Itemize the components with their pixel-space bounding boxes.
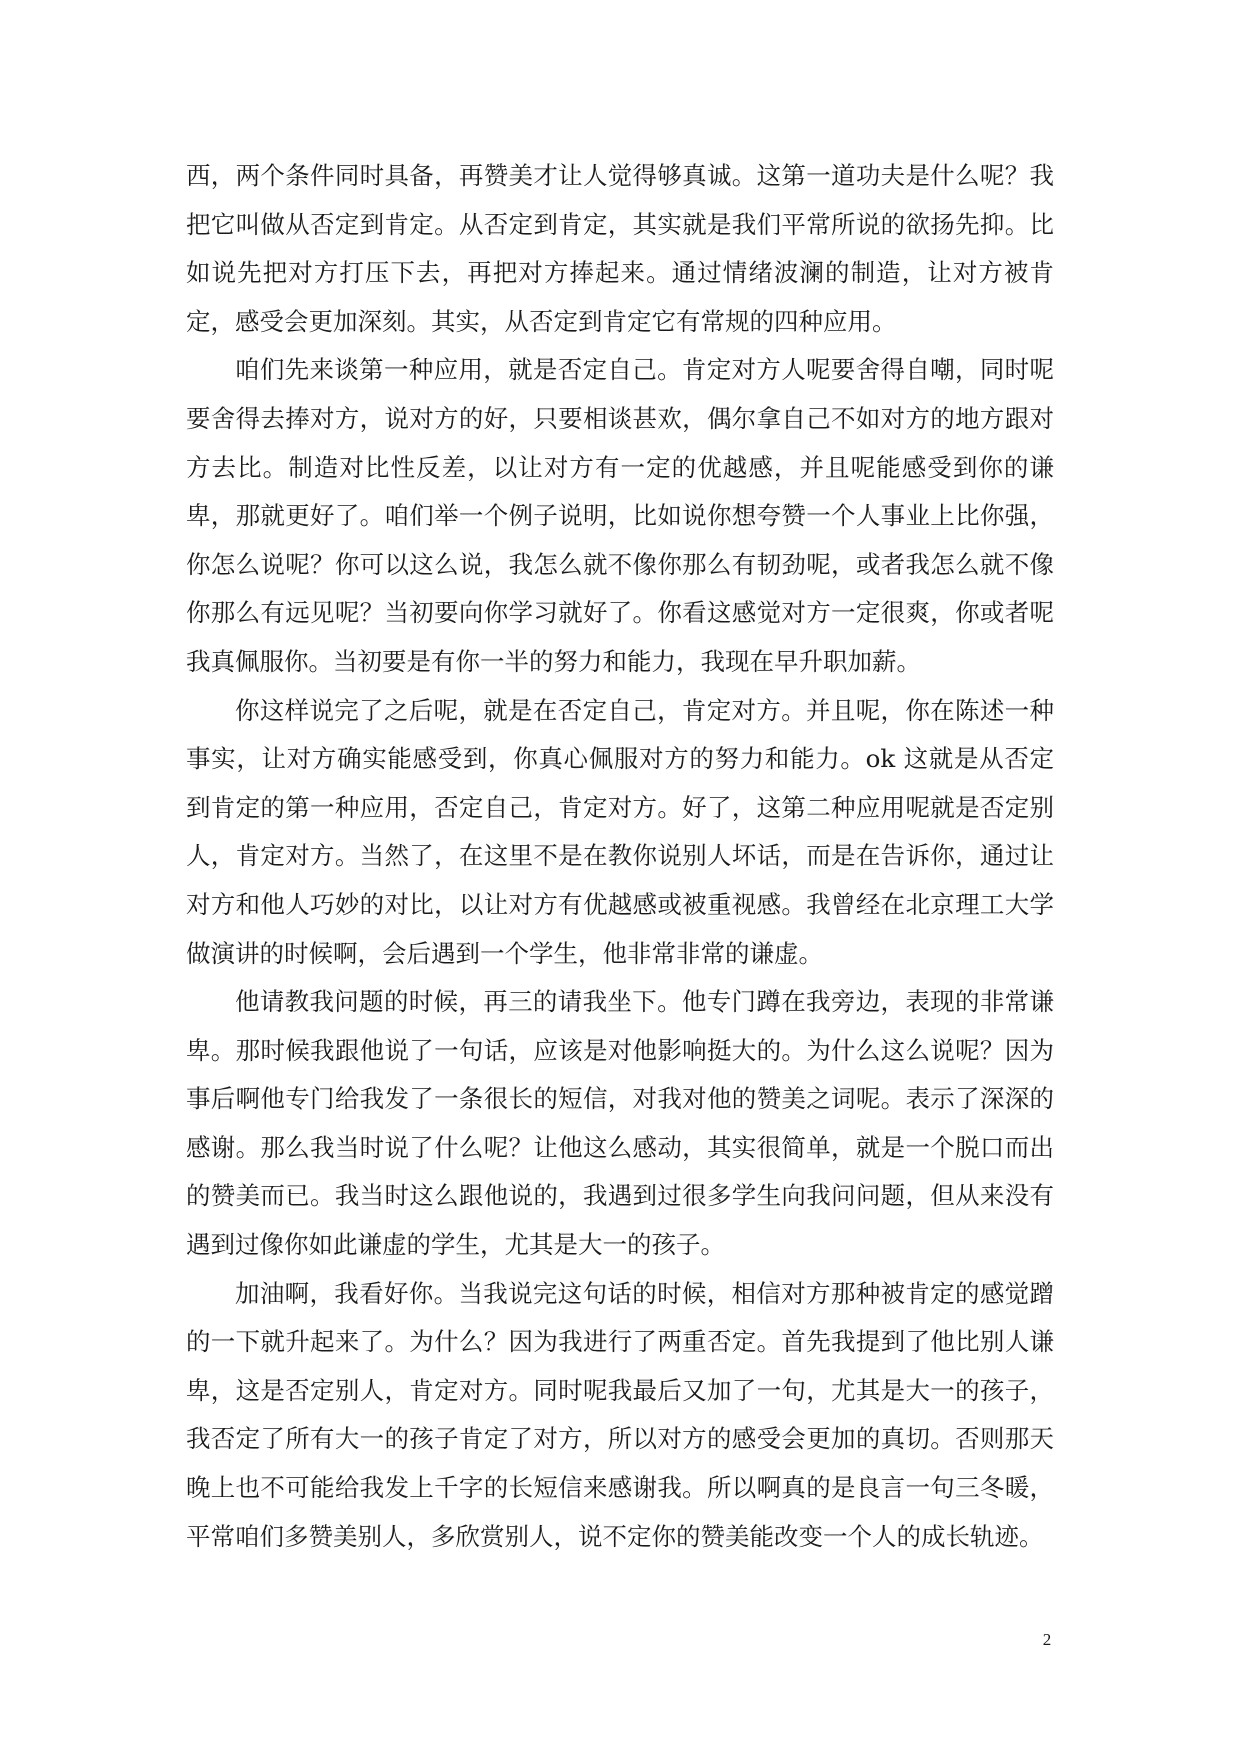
page-number: 2 [1042, 1630, 1052, 1649]
paragraph-4: 他请教我问题的时候，再三的请我坐下。他专门蹲在我旁边，表现的非常谦卑。那时候我跟他说了一句话，应该是对他影响挺大的。为什么这么说呢？因为事后啊他专门给我发了一条很长的短信，对我对他的赞美之词呢。表示了深深的感谢。那么我当时说了什么呢？让他这么感动，其实很简单，就是一个脱口而出的赞美而已。我当时这么跟他说的，我遇到过很多学生向我问问题，但从来没有遇到过像你如此谦虚的学生，尤其是大一的孩子。 [186, 987, 1054, 1260]
body-text [186, 152, 1054, 1561]
paragraph-1: 西，两个条件同时具备，再赞美才让人觉得够真诚。这第一道功夫是什么呢？我把它叫做从否定到肯定。从否定到肯定，其实就是我们平常所说的欲扬先抑。比如说先把对方打压下去，再把对方捧起来。通过情绪波澜的制造，让对方被肯定，感受会更加深刻。其实，从否定到肯定它有常规的四种应用。 [186, 161, 1054, 336]
paragraph-3: 你这样说完了之后呢，就是在否定自己，肯定对方。并且呢，你在陈述一种事实，让对方确实能感受到，你真心佩服对方的努力和能力。ok 这就是从否定到肯定的第一种应用，否定自己，肯定对方。好了，这第二种应用呢就是否定别人，肯定对方。当然了，在这里不是在教你说别人坏话，而是在告诉你，通过让对方和他人巧妙的对比，以让对方有优越感或被重视感。我曾经在北京理工大学做演讲的时候啊，会后遇到一个学生，他非常非常的谦虚。 [186, 695, 1054, 968]
paragraph-5: 加油啊，我看好你。当我说完这句话的时候，相信对方那种被肯定的感觉蹭的一下就升起来了。为什么？因为我进行了两重否定。首先我提到了他比别人谦卑，这是否定别人，肯定对方。同时呢我最后又加了一句，尤其是大一的孩子，我否定了所有大一的孩子肯定了对方，所以对方的感受会更加的真切。否则那天晚上也不可能给我发上千字的长短信来感谢我。所以啊真的是良言一句三冬暖，平常咱们多赞美别人，多欣赏别人，说不定你的赞美能改变一个人的成长轨迹。 [186, 1278, 1054, 1551]
paragraph-2: 咱们先来谈第一种应用，就是否定自己。肯定对方人呢要舍得自嘲，同时呢要舍得去捧对方，说对方的好，只要相谈甚欢，偶尔拿自己不如对方的地方跟对方去比。制造对比性反差，以让对方有一定的优越感，并且呢能感受到你的谦卑，那就更好了。咱们举一个例子说明，比如说你想夸赞一个人事业上比你强，你怎么说呢？你可以这么说，我怎么就不像你那么有韧劲呢，或者我怎么就不像你那么有远见呢？当初要向你学习就好了。你看这感觉对方一定很爽，你或者呢我真佩服你。当初要是有你一半的努力和能力，我现在早升职加薪。 [186, 355, 1054, 676]
